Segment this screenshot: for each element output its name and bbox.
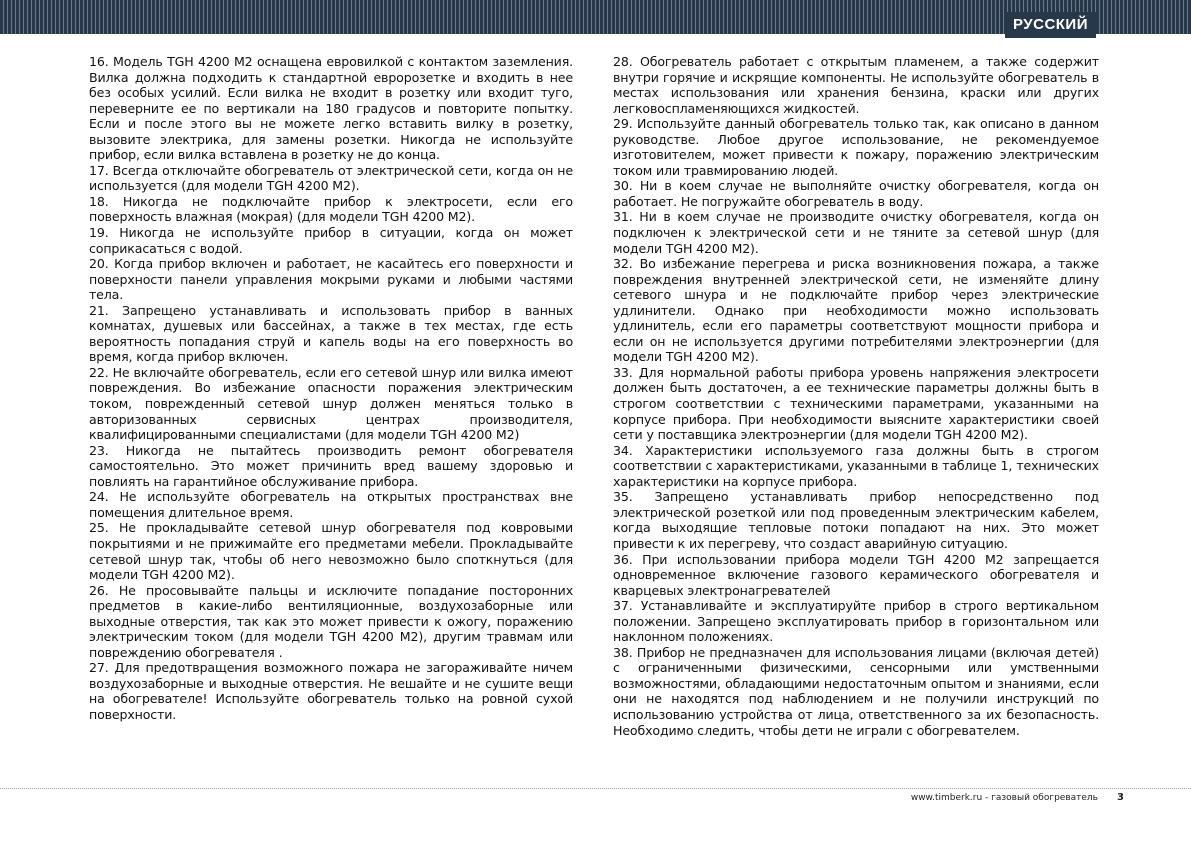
instruction-21: 21. Запрещено устанавливать и использовать прибор в ванных комнатах, душевых или бассейнах, а также в тех местах, где есть вероятность попадания струй и капель воды на его поверхность во время, когда прибор включен. [89, 302, 573, 365]
instruction-18: 18. Никогда не подключайте прибор к электросети, если его поверхность влажная (мокрая) (для модели TGH 4200 M2). [89, 193, 573, 225]
instruction-30: 30. Ни в коем случае не выполняйте очистку обогревателя, когда он работает. Не погружайте обогреватель в воду. [613, 178, 1099, 209]
right-column [613, 54, 1099, 738]
left-column [89, 54, 573, 723]
instruction-20: 20. Когда прибор включен и работает, не касайтесь его поверхности и поверхности панели управления мокрыми руками и любыми частями тела. [89, 256, 573, 303]
language-label: РУССКИЙ [1005, 12, 1096, 38]
instruction-37: 37. Устанавливайте и эксплуатируйте прибор в строго вертикальном положении. Запрещено эксплуатировать прибор в горизонтальном или наклонном положениях. [613, 598, 1099, 645]
instruction-24: 24. Не используйте обогреватель на открытых пространствах вне помещения длительное время. [89, 489, 573, 520]
instruction-32: 32. Во избежание перегрева и риска возникновения пожара, а также повреждения внутренней электрической сети, не изменяйте длину сетевого шнура и не подключайте прибор через электрические удлинители. Однако при необходимости можно использовать удлинитель, если его параметры соответствуют мощности прибора и если он не используется другими потребителями электроэнергии (для модели TGH 4200 M2). [613, 256, 1099, 365]
instruction-22: 22. Не включайте обогреватель, если его сетевой шнур или вилка имеют повреждения. Во избежание опасности поражения электрическим током, поврежденный сетевой шнур должен меняться только в авторизованных сервисных центрах производителя, квалифицированными специалистами (для модели TGH 4200 M2) [89, 364, 573, 443]
instruction-36: 36. При использовании прибора модели TGH 4200 M2 запрещается одновременное включение газового керамического обогревателя и кварцевых электронагревателей [613, 551, 1099, 598]
instruction-17: 17. Всегда отключайте обогреватель от электрической сети, когда он не используется (для модели TGH 4200 M2). [89, 162, 573, 194]
footer-dotted-divider [0, 788, 1191, 789]
instruction-38: 38. Прибор не предназначен для использования лицами (включая детей) с ограниченными физическими, сенсорными или умственными возможностями, обладающими недостаточным опытом и знаниями, если они не находятся под наблюдением и не получили инструкций по использованию устройства от лица, ответственного за их безопасность. Необходимо следить, чтобы дети не играли с обогревателем. [613, 644, 1099, 738]
page-number: 3 [1117, 792, 1124, 803]
instruction-29: 29. Используйте данный обогреватель только так, как описано в данном руководстве. Любое другое использование, не рекомендуемое изготовителем, может привести к пожару, поражению электрическим током или травмированию людей. [613, 116, 1099, 178]
instruction-16: 16. Модель TGH 4200 M2 оснащена евровилкой с контактом заземления. Вилка должна подходить к стандартной евророзетке и входить в нее без особых усилий. Если вилка не входит в розетку или входит туго, переверните ее по вертикали на 180 градусов и повторите попытку. Если и после этого вы не можете легко вставить вилку в розетку, вызовите электрика, для замены розетки. Никогда не используйте прибор, если вилка вставлена в розетку не до конца. [89, 54, 573, 163]
instruction-19: 19. Никогда не используйте прибор в ситуации, когда он может соприкасаться с водой. [89, 225, 573, 256]
instruction-34: 34. Характеристики используемого газа должны быть в строгом соответствии с характеристиками, указанными в таблице 1, технических характеристики на корпусе прибора. [613, 442, 1099, 489]
instruction-35: 35. Запрещено устанавливать прибор непосредственно под электрической розеткой или под проведенным электрическим кабелем, когда выходящие тепловые потоки попадают на них. Это может привести к их перегреву, что создаст аварийную ситуацию. [613, 489, 1099, 551]
instruction-26: 26. Не просовывайте пальцы и исключите попадание посторонних предметов в какие-либо вентиляционные, воздухозаборные или выходные отверстия, так как это может привести к ожогу, поражению электрическим током (для модели TGH 4200 M2), другим травмам или повреждению обогревателя . [89, 582, 573, 660]
instruction-27: 27. Для предотвращения возможного пожара не загораживайте ничем воздухозаборные и выходные отверстия. Не вешайте и не сушите вещи на обогревателе! Используйте обогреватель только на ровной сухой поверхности. [89, 660, 573, 722]
instruction-31: 31. Ни в коем случае не производите очистку обогревателя, когда он подключен к электрической сети и не тяните за сетевой шнур (для модели TGH 4200 M2). [613, 209, 1099, 256]
instruction-23: 23. Никогда не пытайтесь производить ремонт обогревателя самостоятельно. Это может причинить вред вашему здоровью и повлиять на гарантийное обслуживание прибора. [89, 442, 573, 489]
instruction-25: 25. Не прокладывайте сетевой шнур обогревателя под ковровыми покрытиями и не прижимайте его предметами мебели. Прокладывайте сетевой шнур так, чтобы об него невозможно было споткнуться (для модели TGH 4200 M2). [89, 520, 573, 583]
instruction-33: 33. Для нормальной работы прибора уровень напряжения электросети должен быть достаточен, а ее технические параметры должны быть в строгом соответствии с техническими параметрами, указанными на корпусе прибора. При необходимости выясните характеристики своей сети у поставщика электроэнергии (для модели TGH 4200 M2). [613, 364, 1099, 443]
instruction-28: 28. Обогреватель работает с открытым пламенем, а также содержит внутри горячие и искрящие компоненты. Не используйте обогреватель в местах использования или хранения бензина, краски или других легковоспламеняющихся жидкостей. [613, 54, 1099, 116]
footer-site-text: www.timberk.ru - газовый обогреватель [910, 793, 1098, 803]
